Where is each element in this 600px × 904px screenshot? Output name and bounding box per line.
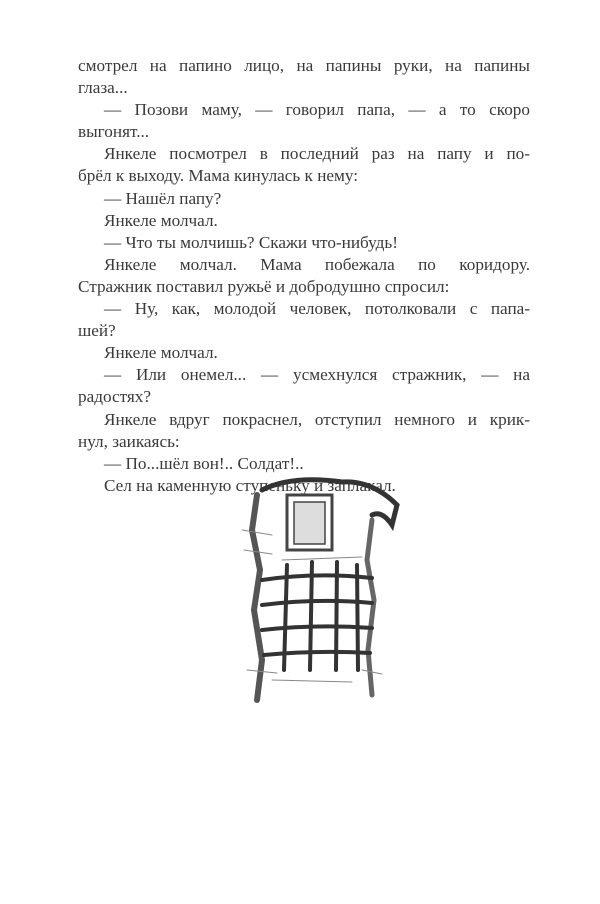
text-line: брёл к выходу. Мама кинулась к нему: bbox=[78, 166, 359, 186]
text-line: — Нашёл папу? bbox=[104, 188, 222, 208]
text-line: Янкеле вдруг покраснел, отступил немного и крик- bbox=[104, 409, 530, 429]
text-line: смотрел на папино лицо, на папины руки, на папины bbox=[78, 56, 530, 75]
text-line: — Или онемел... — усмехнулся стражник, — на bbox=[104, 365, 530, 385]
text-line: Янкеле молчал. bbox=[104, 343, 218, 363]
book-page-text bbox=[78, 55, 530, 497]
text-line: Стражник поставил ружьё и добродушно спросил: bbox=[78, 276, 450, 296]
text-line: шей? bbox=[78, 321, 116, 341]
text-line: Янкеле молчал. bbox=[104, 210, 218, 230]
text-line: Янкеле посмотрел в последний раз на папу и по- bbox=[104, 144, 530, 164]
text-line: глаза... bbox=[78, 78, 128, 98]
text-line: Янкеле молчал. Мама побежала по коридору. bbox=[104, 254, 530, 274]
text-line: — По...шёл вон!.. Солдат!.. bbox=[104, 453, 304, 473]
text-line: Сел на каменную ступеньку и заплакал. bbox=[104, 475, 396, 495]
text-line: радостях? bbox=[78, 387, 152, 407]
text-line: — Что ты молчишь? Скажи что-нибудь! bbox=[104, 232, 398, 252]
barred-window-illustration bbox=[232, 470, 407, 720]
text-line: — Ну, как, молодой человек, потолковали с папа- bbox=[104, 299, 530, 319]
text-line: выгонят... bbox=[78, 122, 150, 142]
text-line: нул, заикаясь: bbox=[78, 431, 180, 451]
text-line: — Позови маму, — говорил папа, — а то скоро bbox=[104, 100, 530, 120]
